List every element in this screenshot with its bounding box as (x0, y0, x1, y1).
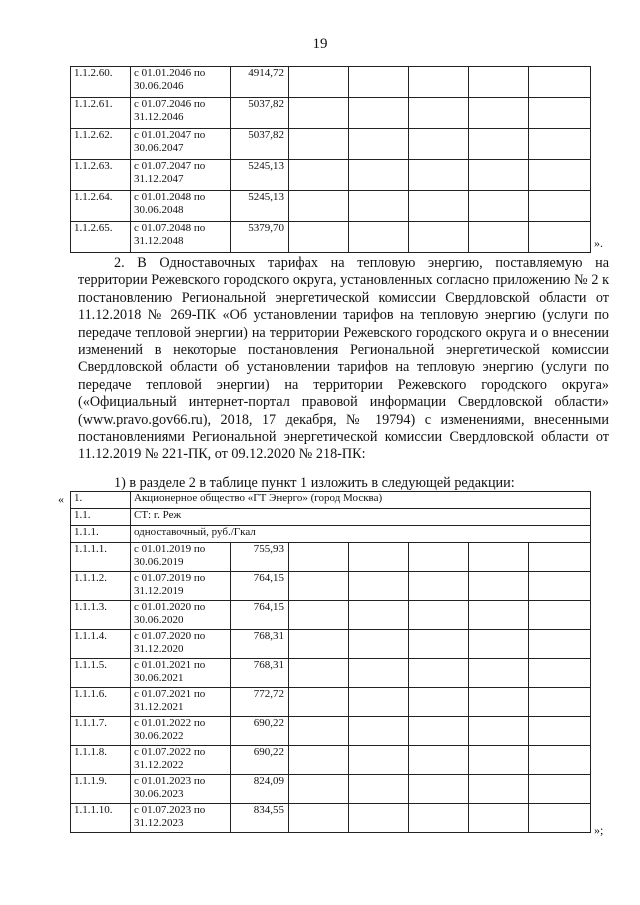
row-code: 1.1.1.4. (71, 630, 131, 659)
empty-cell (469, 67, 529, 98)
row-value: 690,22 (231, 746, 289, 775)
empty-cell (349, 775, 409, 804)
empty-cell (349, 222, 409, 253)
empty-cell (529, 160, 591, 191)
empty-cell (409, 543, 469, 572)
header-code: 1.1.1. (71, 526, 131, 543)
page-number: 19 (312, 36, 328, 52)
empty-cell (289, 543, 349, 572)
tariff-table-continuation (70, 66, 591, 253)
empty-cell (409, 775, 469, 804)
header-text: Акционерное общество «ГТ Энерго» (город Москва) (131, 492, 591, 509)
table-row (71, 717, 591, 746)
empty-cell (529, 659, 591, 688)
empty-cell (409, 191, 469, 222)
row-code: 1.1.2.62. (71, 129, 131, 160)
row-code: 1.1.1.6. (71, 688, 131, 717)
row-value: 4914,72 (231, 67, 289, 98)
empty-cell (349, 191, 409, 222)
table-row (71, 746, 591, 775)
row-code: 1.1.2.65. (71, 222, 131, 253)
row-period: с 01.07.2047 по 31.12.2047 (131, 160, 231, 191)
empty-cell (289, 191, 349, 222)
row-value: 764,15 (231, 601, 289, 630)
row-value: 834,55 (231, 804, 289, 833)
header-row (71, 526, 591, 543)
empty-cell (409, 129, 469, 160)
header-text: СТ: г. Реж (131, 509, 591, 526)
row-value: 5037,82 (231, 98, 289, 129)
header-row (71, 492, 591, 509)
empty-cell (469, 601, 529, 630)
tariff-table-gt-energo (70, 491, 591, 833)
row-value: 5245,13 (231, 160, 289, 191)
row-code: 1.1.1.1. (71, 543, 131, 572)
empty-cell (289, 98, 349, 129)
empty-cell (469, 746, 529, 775)
row-period: с 01.07.2048 по 31.12.2048 (131, 222, 231, 253)
row-period: с 01.01.2048 по 30.06.2048 (131, 191, 231, 222)
table-row (71, 572, 591, 601)
empty-cell (349, 160, 409, 191)
empty-cell (409, 222, 469, 253)
row-code: 1.1.2.64. (71, 191, 131, 222)
row-period: с 01.07.2020 по 31.12.2020 (131, 630, 231, 659)
empty-cell (289, 572, 349, 601)
empty-cell (469, 191, 529, 222)
header-text: одноставочный, руб./Гкал (131, 526, 591, 543)
empty-cell (529, 543, 591, 572)
empty-cell (289, 775, 349, 804)
row-code: 1.1.2.61. (71, 98, 131, 129)
table-row (71, 98, 591, 129)
row-period: с 01.01.2021 по 30.06.2021 (131, 659, 231, 688)
empty-cell (469, 222, 529, 253)
table-row (71, 129, 591, 160)
empty-cell (289, 601, 349, 630)
empty-cell (409, 717, 469, 746)
table-row (71, 222, 591, 253)
header-code: 1. (71, 492, 131, 509)
row-code: 1.1.1.7. (71, 717, 131, 746)
row-period: с 01.07.2022 по 31.12.2022 (131, 746, 231, 775)
empty-cell (409, 746, 469, 775)
row-code: 1.1.1.9. (71, 775, 131, 804)
row-code: 1.1.1.5. (71, 659, 131, 688)
row-value: 768,31 (231, 659, 289, 688)
empty-cell (349, 67, 409, 98)
table-row (71, 630, 591, 659)
empty-cell (289, 129, 349, 160)
empty-cell (469, 630, 529, 659)
empty-cell (349, 659, 409, 688)
empty-cell (349, 630, 409, 659)
empty-cell (349, 717, 409, 746)
row-value: 755,93 (231, 543, 289, 572)
closing-quote-1: ». (594, 236, 603, 250)
empty-cell (409, 67, 469, 98)
empty-cell (529, 804, 591, 833)
empty-cell (529, 775, 591, 804)
empty-cell (529, 601, 591, 630)
empty-cell (469, 572, 529, 601)
row-period: с 01.01.2019 по 30.06.2019 (131, 543, 231, 572)
table-row (71, 775, 591, 804)
row-period: с 01.01.2022 по 30.06.2022 (131, 717, 231, 746)
empty-cell (289, 804, 349, 833)
empty-cell (409, 659, 469, 688)
row-value: 768,31 (231, 630, 289, 659)
table-row (71, 659, 591, 688)
empty-cell (469, 688, 529, 717)
empty-cell (349, 543, 409, 572)
amendment-paragraph-2: 2. В Одноставочных тарифах на тепловую энергию, поставляемую на территории Режевского городского округа, установленных согласно приложению № 2 к постановлению Региональной энергетической комиссии Свердловской области от 11.12.2018 № 269-ПК «Об установлении тарифов на тепловую энергию (услуги по передаче тепловой энергии) на территории Режевского городского округа и о внесении изменений в некоторые постановления Региональной энергетической комиссии Свердловской области об установлении тарифов на тепловую энергию (услуги по передаче тепловой энергии) на территории Режевского городского округа» («Официальный интернет-портал правовой информации Свердловской области» (www.pravo.gov66.ru), 2018, 17 декабря, № 19794) с изменениями, внесенными постановлениями Региональной энергетической комиссии Свердловской области от 11.12.2019 № 221-ПК, от 09.12.2020 № 218-ПК: (78, 255, 609, 463)
empty-cell (529, 129, 591, 160)
empty-cell (409, 601, 469, 630)
empty-cell (289, 746, 349, 775)
row-code: 1.1.1.2. (71, 572, 131, 601)
header-code: 1.1. (71, 509, 131, 526)
row-value: 5379,70 (231, 222, 289, 253)
empty-cell (349, 129, 409, 160)
empty-cell (289, 630, 349, 659)
empty-cell (289, 659, 349, 688)
row-period: с 01.07.2019 по 31.12.2019 (131, 572, 231, 601)
table-row (71, 601, 591, 630)
empty-cell (469, 775, 529, 804)
row-code: 1.1.1.8. (71, 746, 131, 775)
row-period: с 01.01.2020 по 30.06.2020 (131, 601, 231, 630)
closing-quote-2: »; (594, 823, 604, 837)
row-code: 1.1.2.60. (71, 67, 131, 98)
empty-cell (469, 160, 529, 191)
subpoint-1: 1) в разделе 2 в таблице пункт 1 изложить в следующей редакции: (114, 475, 515, 491)
empty-cell (529, 746, 591, 775)
empty-cell (529, 67, 591, 98)
row-period: с 01.01.2023 по 30.06.2023 (131, 775, 231, 804)
empty-cell (469, 659, 529, 688)
empty-cell (289, 67, 349, 98)
empty-cell (529, 688, 591, 717)
row-value: 772,72 (231, 688, 289, 717)
empty-cell (529, 222, 591, 253)
row-value: 690,22 (231, 717, 289, 746)
row-period: с 01.07.2046 по 31.12.2046 (131, 98, 231, 129)
empty-cell (469, 717, 529, 746)
empty-cell (349, 804, 409, 833)
header-row (71, 509, 591, 526)
empty-cell (409, 98, 469, 129)
empty-cell (469, 129, 529, 160)
empty-cell (409, 572, 469, 601)
empty-cell (529, 717, 591, 746)
empty-cell (289, 717, 349, 746)
row-period: с 01.07.2023 по 31.12.2023 (131, 804, 231, 833)
row-value: 764,15 (231, 572, 289, 601)
table-row (71, 191, 591, 222)
empty-cell (529, 98, 591, 129)
empty-cell (289, 222, 349, 253)
empty-cell (349, 601, 409, 630)
empty-cell (409, 688, 469, 717)
opening-quote: « (58, 492, 64, 506)
empty-cell (529, 630, 591, 659)
table-row (71, 160, 591, 191)
empty-cell (469, 804, 529, 833)
row-period: с 01.01.2047 по 30.06.2047 (131, 129, 231, 160)
row-value: 5037,82 (231, 129, 289, 160)
row-period: с 01.07.2021 по 31.12.2021 (131, 688, 231, 717)
empty-cell (409, 630, 469, 659)
empty-cell (349, 746, 409, 775)
table-row (71, 688, 591, 717)
empty-cell (289, 160, 349, 191)
empty-cell (529, 572, 591, 601)
row-value: 5245,13 (231, 191, 289, 222)
empty-cell (349, 98, 409, 129)
empty-cell (349, 572, 409, 601)
empty-cell (469, 98, 529, 129)
table-row (71, 67, 591, 98)
empty-cell (409, 804, 469, 833)
table-row (71, 804, 591, 833)
empty-cell (469, 543, 529, 572)
table-row (71, 543, 591, 572)
row-code: 1.1.1.10. (71, 804, 131, 833)
row-value: 824,09 (231, 775, 289, 804)
empty-cell (529, 191, 591, 222)
empty-cell (349, 688, 409, 717)
empty-cell (289, 688, 349, 717)
empty-cell (409, 160, 469, 191)
row-period: с 01.01.2046 по 30.06.2046 (131, 67, 231, 98)
row-code: 1.1.2.63. (71, 160, 131, 191)
row-code: 1.1.1.3. (71, 601, 131, 630)
